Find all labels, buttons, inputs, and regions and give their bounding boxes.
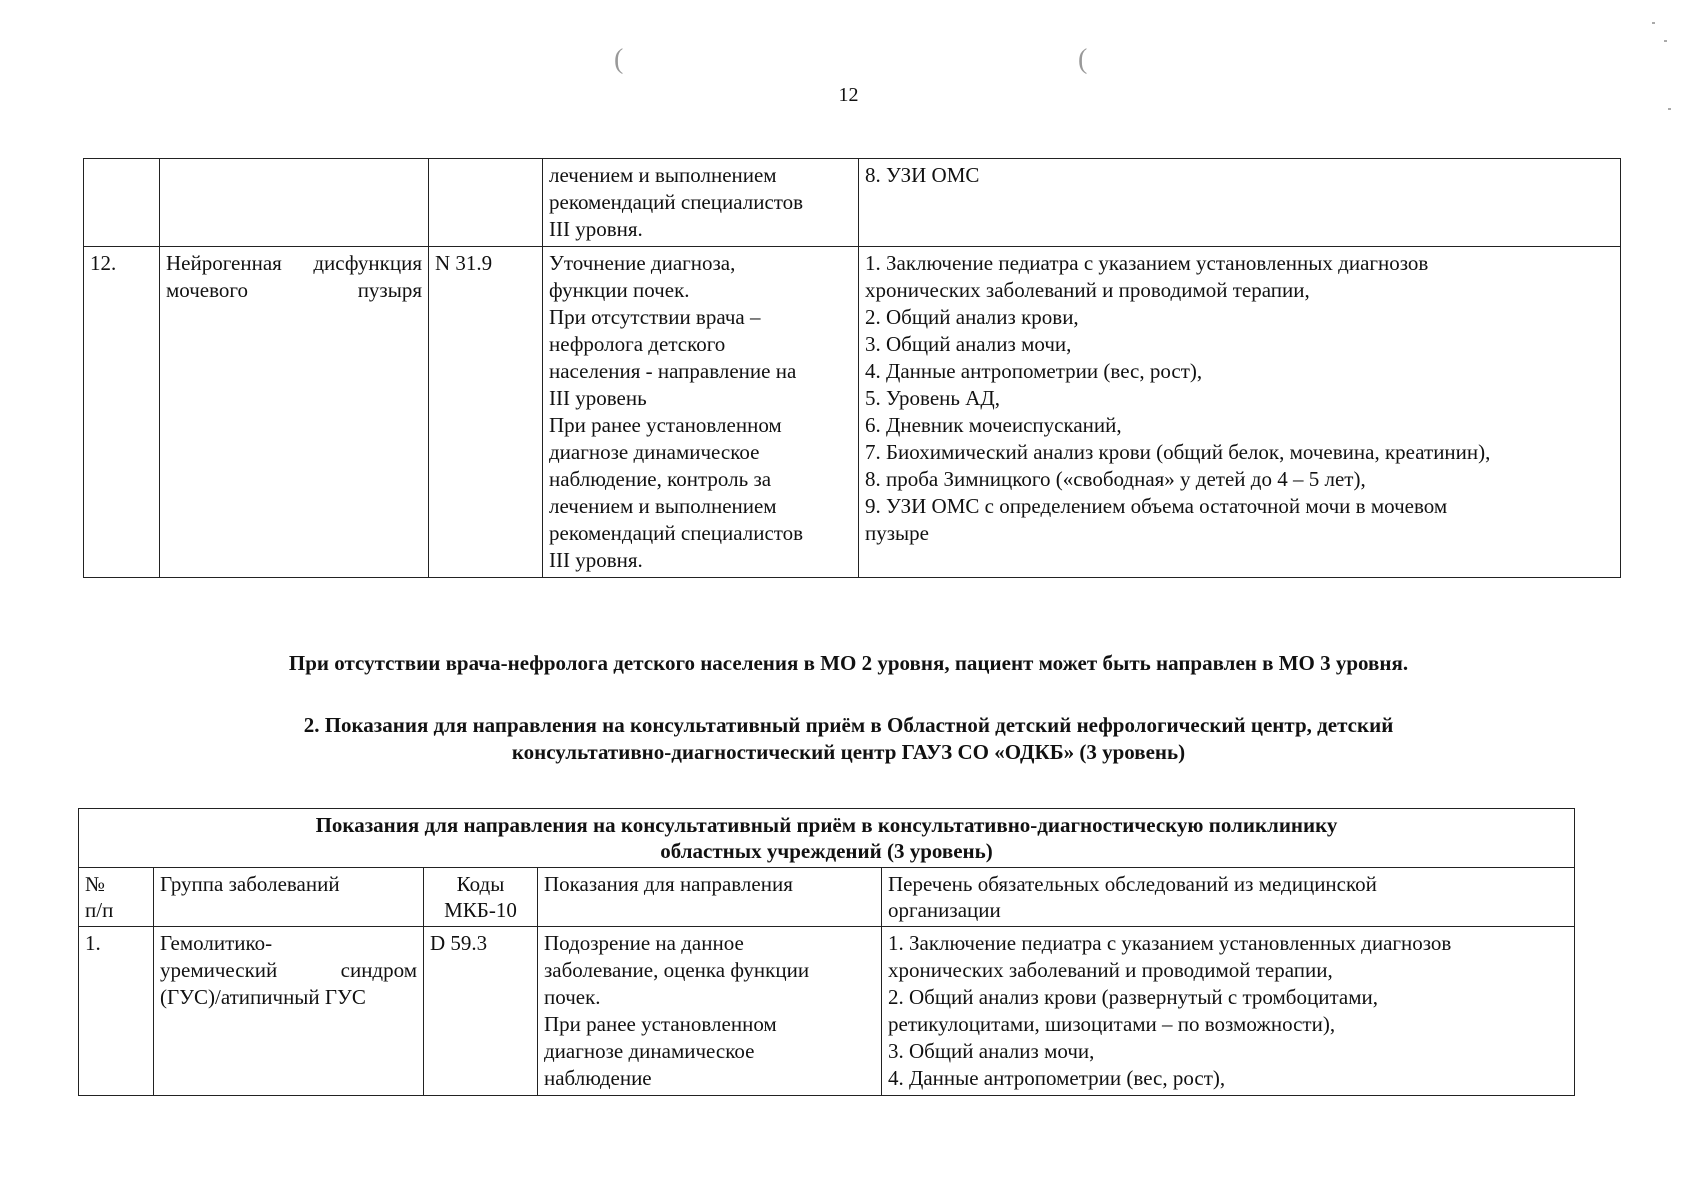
text-line: 3. Общий анализ мочи,	[865, 332, 1072, 356]
text-line: ретикулоцитами, шизоцитами – по возможности),	[888, 1012, 1336, 1036]
scan-dot	[1664, 40, 1667, 42]
required-exams	[882, 927, 1575, 1096]
text-line: рекомендаций специалистов	[549, 190, 804, 214]
text-line: рекомендаций специалистов	[549, 521, 804, 545]
text-line: При ранее установленном	[544, 1012, 777, 1036]
text-line: 4. Данные антропометрии (вес, рост),	[865, 359, 1203, 383]
scan-mark-right: (	[1078, 44, 1088, 75]
text-line: наблюдение, контроль за	[549, 467, 772, 491]
row-number	[84, 159, 160, 247]
disease-group: Нейрогенная дисфункция мочевого пузыря	[160, 247, 429, 578]
header-text: п/п	[85, 898, 114, 922]
table-row	[79, 927, 1575, 1096]
icd-code	[429, 159, 543, 247]
table-title	[79, 809, 1575, 868]
text-line: 9. УЗИ ОМС с определением объема остаточной мочи в мочевом	[865, 494, 1448, 518]
text-line: III уровня.	[549, 217, 643, 241]
header-text: Коды	[456, 872, 505, 896]
text-line: 3. Общий анализ мочи,	[888, 1039, 1095, 1063]
header-text: №	[85, 872, 106, 896]
text-line: хронических заболеваний и проводимой терапии,	[888, 958, 1333, 982]
text-line: 6. Дневник мочеиспусканий,	[865, 413, 1122, 437]
text-line: 8. УЗИ ОМС	[865, 163, 980, 187]
text-line: диагнозе динамическое	[544, 1039, 755, 1063]
indications	[538, 927, 882, 1096]
header-indications: Показания для направления	[538, 868, 882, 927]
text-line: наблюдение	[544, 1066, 652, 1090]
required-exams	[859, 247, 1621, 578]
table-title-row	[79, 809, 1575, 868]
text-line: III уровень	[549, 386, 647, 410]
text-line: почек.	[544, 985, 601, 1009]
text-line: (ГУС)/атипичный ГУС	[160, 985, 366, 1009]
disease-group	[160, 159, 429, 247]
text-line: 1. Заключение педиатра с указанием установленных диагнозов	[888, 931, 1452, 955]
text-line: 8. проба Зимницкого («свободная» у детей до 4 – 5 лет),	[865, 467, 1366, 491]
scan-dot	[1652, 22, 1655, 24]
table-title-line: областных учреждений (3 уровень)	[660, 839, 993, 863]
text-line: функции почек.	[549, 278, 690, 302]
header-text: МКБ-10	[444, 898, 517, 922]
text-line: нефролога детского	[549, 332, 726, 356]
text-line: 5. Уровень АД,	[865, 386, 1000, 410]
table-continuation	[83, 158, 1621, 578]
icd-code: N 31.9	[429, 247, 543, 578]
text-line: хронических заболеваний и проводимой терапии,	[865, 278, 1310, 302]
indications	[543, 159, 859, 247]
text-line: При ранее установленном	[549, 413, 782, 437]
header-number	[79, 868, 154, 927]
table-indications-level3	[78, 808, 1575, 1096]
required-exams	[859, 159, 1621, 247]
header-text: организации	[888, 898, 1001, 922]
row-number: 12.	[84, 247, 160, 578]
text-line: III уровня.	[549, 548, 643, 572]
icd-code: D 59.3	[424, 927, 538, 1096]
scan-mark-left: (	[614, 44, 624, 75]
page-number: 12	[838, 84, 859, 106]
text-line: Гемолитико-	[160, 931, 273, 955]
scan-dot	[1668, 108, 1671, 110]
text-line: 4. Данные антропометрии (вес, рост),	[888, 1066, 1226, 1090]
row-number: 1.	[79, 927, 154, 1096]
table-row	[84, 159, 1621, 247]
table-header-row	[79, 868, 1575, 927]
text-line: уремический синдром	[160, 958, 417, 982]
text-line: заболевание, оценка функции	[544, 958, 810, 982]
header-text: Перечень обязательных обследований из медицинской	[888, 872, 1377, 896]
disease-group	[154, 927, 424, 1096]
section-heading-line-2: консультативно-диагностический центр ГАУЗ СО «ОДКБ» (3 уровень)	[511, 740, 1186, 764]
text-line: лечением и выполнением	[549, 494, 777, 518]
section-heading-line-1: 2. Показания для направления на консультативный приём в Областной детский нефрологический центр, детский	[303, 713, 1394, 737]
table-title-line: Показания для направления на консультативный приём в консультативно-диагностическую поликлинику	[315, 813, 1338, 837]
text-line: 7. Биохимический анализ крови (общий белок, мочевина, креатинин),	[865, 440, 1491, 464]
header-group: Группа заболеваний	[154, 868, 424, 927]
text-line: Уточнение диагноза,	[549, 251, 736, 275]
text-line: Подозрение на данное	[544, 931, 744, 955]
text-line: 2. Общий анализ крови (развернутый с тромбоцитами,	[888, 985, 1379, 1009]
text-line: 2. Общий анализ крови,	[865, 305, 1079, 329]
text-line: населения - направление на	[549, 359, 797, 383]
text-line: При отсутствии врача –	[549, 305, 761, 329]
text-line: пузыре	[865, 521, 929, 545]
indications	[543, 247, 859, 578]
table-row	[84, 247, 1621, 578]
text-line: диагнозе динамическое	[549, 440, 760, 464]
note: При отсутствии врача-нефролога детского населения в МО 2 уровня, пациент может быть направлен в МО 3 уровня.	[288, 651, 1409, 675]
header-code	[424, 868, 538, 927]
text-line: лечением и выполнением	[549, 163, 777, 187]
header-exams	[882, 868, 1575, 927]
text-line: 1. Заключение педиатра с указанием установленных диагнозов	[865, 251, 1429, 275]
